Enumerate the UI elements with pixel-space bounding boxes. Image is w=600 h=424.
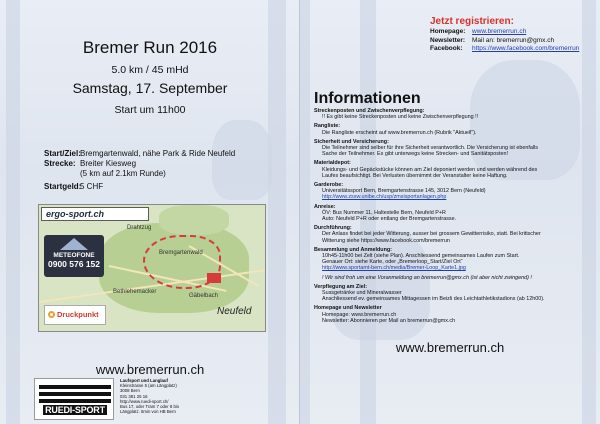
flyer-info-page	[300, 0, 600, 424]
event-date: Samstag, 17. September	[72, 80, 228, 96]
info-row-strecke-detail: (5 km auf 2.1km Runde)	[80, 169, 166, 178]
event-start-time: Start um 11h00	[114, 104, 186, 116]
info-row-strecke: Strecke: Breiter Kiesweg	[44, 159, 137, 168]
info-block-streckenposten: Streckenposten und Zwischenverpflegung: !! Es gibt keine Streckenposten und keine Zwischenverpflegung !!	[314, 108, 479, 121]
info-row-start-ziel: Start/Ziel: Bremgartenwald, nähe Park & Ride Neufeld	[44, 149, 236, 158]
newsletter-email[interactable]: Mail an: bremerrun@gmx.ch	[472, 36, 555, 44]
ergo-sport-logo: ergo-sport.ch	[41, 207, 149, 221]
route-map	[38, 204, 266, 332]
map-link[interactable]: http://www.sportamt-bern.ch/media/Bremer-Loop_Karte1.jpg	[322, 265, 466, 272]
info-block-durchfuehrung: Durchführung: Der Anlass findet bei jeder Witterung, ausser bei grossem Gewitterrisiko, statt. Bei kritischer Witterung siehe https://www.facebook.com/bremerrun	[314, 225, 541, 244]
register-title: Jetzt registrieren:	[430, 16, 514, 27]
info-block-garderobe: Garderobe: Universitätssport Bern, Bremgartenstrasse 145, 3012 Bern (Neufeld) http://www.zssw.unibe.ch/usp/zmsisportanlagen.php	[314, 182, 594, 201]
ruedi-sport-logo: RUEDI-SPORT	[34, 378, 114, 420]
info-block-homepage-newsletter: Homepage und Newsletter Homepage: www.bremerrun.ch Newsletter: Abonnieren per Mail an bremerrun@gmx.ch	[314, 305, 456, 324]
info-blocks	[314, 108, 594, 327]
info-block-materialdepot: Materialdepot: Kleidungs- und Gepäckstücke können am Ziel deponiert werden und werden während des Laufes beaufsichtigt. Bei Verlusten übernimmt der Veranstalter keine Haftung.	[314, 160, 538, 179]
info-block-voranmeldung: ! Wir sind froh um eine Voranmeldung an bremerrun@gmx.ch (ist aber nicht zwingend) !	[322, 274, 532, 281]
info-block-anreise: Anreise: ÖV: Bus Nummer 11, Haltestelle Bern, Neufeld P+R Auto: Neufeld P+R oder entlang der Bremgartenstrasse.	[314, 203, 457, 223]
tree-trunk-decoration	[300, 0, 310, 424]
mountain-icon	[60, 238, 88, 250]
info-row-startgeld: Startgeld: 5 CHF	[44, 182, 104, 191]
druckpunkt-ring-icon	[48, 311, 55, 318]
event-info-table	[44, 149, 294, 192]
map-place-label: Gäbelbach	[189, 293, 219, 299]
info-block-sicherheit: Sicherheit und Versicherung: Die Teilnehmer sind selber für ihre Sicherheit verantwortlich. Die Versicherung ist ebenfalls Sache der Teilnehmer. Es gibt unterwegs keine Strecken- und Sanitätsposten!	[314, 138, 538, 158]
homepage-link[interactable]: www.bremerrun.ch	[472, 28, 527, 35]
event-distance: 5.0 km / 45 mHd	[111, 64, 189, 76]
register-links: Homepage: www.bremerrun.ch Newsletter: Mail an: bremerrun@gmx.ch Facebook: https://www.facebook.com/bremerrun	[430, 28, 580, 53]
druckpunkt-logo: Druckpunkt	[44, 305, 106, 325]
website-url[interactable]: www.bremerrun.ch	[95, 362, 205, 377]
event-title: Bremer Run 2016	[82, 38, 218, 57]
info-block-verpflegung: Verpflegung am Ziel: Sussgetränke und Mineralwasser Anschliessend ev. gemeinsames Mittagessen im Beizli des Leichtathletikstadions (ab 12h00).	[314, 283, 545, 303]
sponsor-address: Laufsport und Langlauf Kleinstrasse 5 (am Längplatz) 3008 Bern 031 381 25 16 http://www.ruedi-sport.ch/ Bus 17, oder Tram 7 oder 8 bis Längplatz. 5min von HB Bern	[120, 378, 179, 415]
garderobe-link[interactable]: http://www.zssw.unibe.ch/usp/zmsisportanlagen.php	[322, 194, 447, 201]
map-place-label: Drahtzug	[127, 225, 152, 231]
info-block-rangliste: Rangliste: Die Rangliste erscheint auf www.bremerrun.ch (Rubrik "Aktuell").	[314, 123, 477, 136]
map-place-neufeld: Neufeld	[217, 306, 252, 317]
start-finish-marker	[207, 273, 221, 283]
map-place-label: Bethlehemacker	[113, 289, 157, 295]
facebook-link[interactable]: https://www.facebook.com/bremerrun	[472, 45, 580, 53]
info-heading: Informationen	[314, 90, 421, 107]
meteofone-ad: METEOFONE 0900 576 152	[44, 235, 104, 277]
map-place-label: Bremgartenwald	[159, 250, 203, 256]
website-url[interactable]: www.bremerrun.ch	[395, 340, 505, 355]
info-block-besammlung: Besammlung und Anmeldung: 10h45-11h00 bei Zelt (siehe Plan). Anschliessend gemeinsames Laufen zum Start. Genauer Ort: siehe Karte, oder „Bremerloop_Start/Ziel Ort“ http://www.sportamt-bern.ch/media/Bremer-Loop_Karte1.jpg	[314, 247, 594, 272]
